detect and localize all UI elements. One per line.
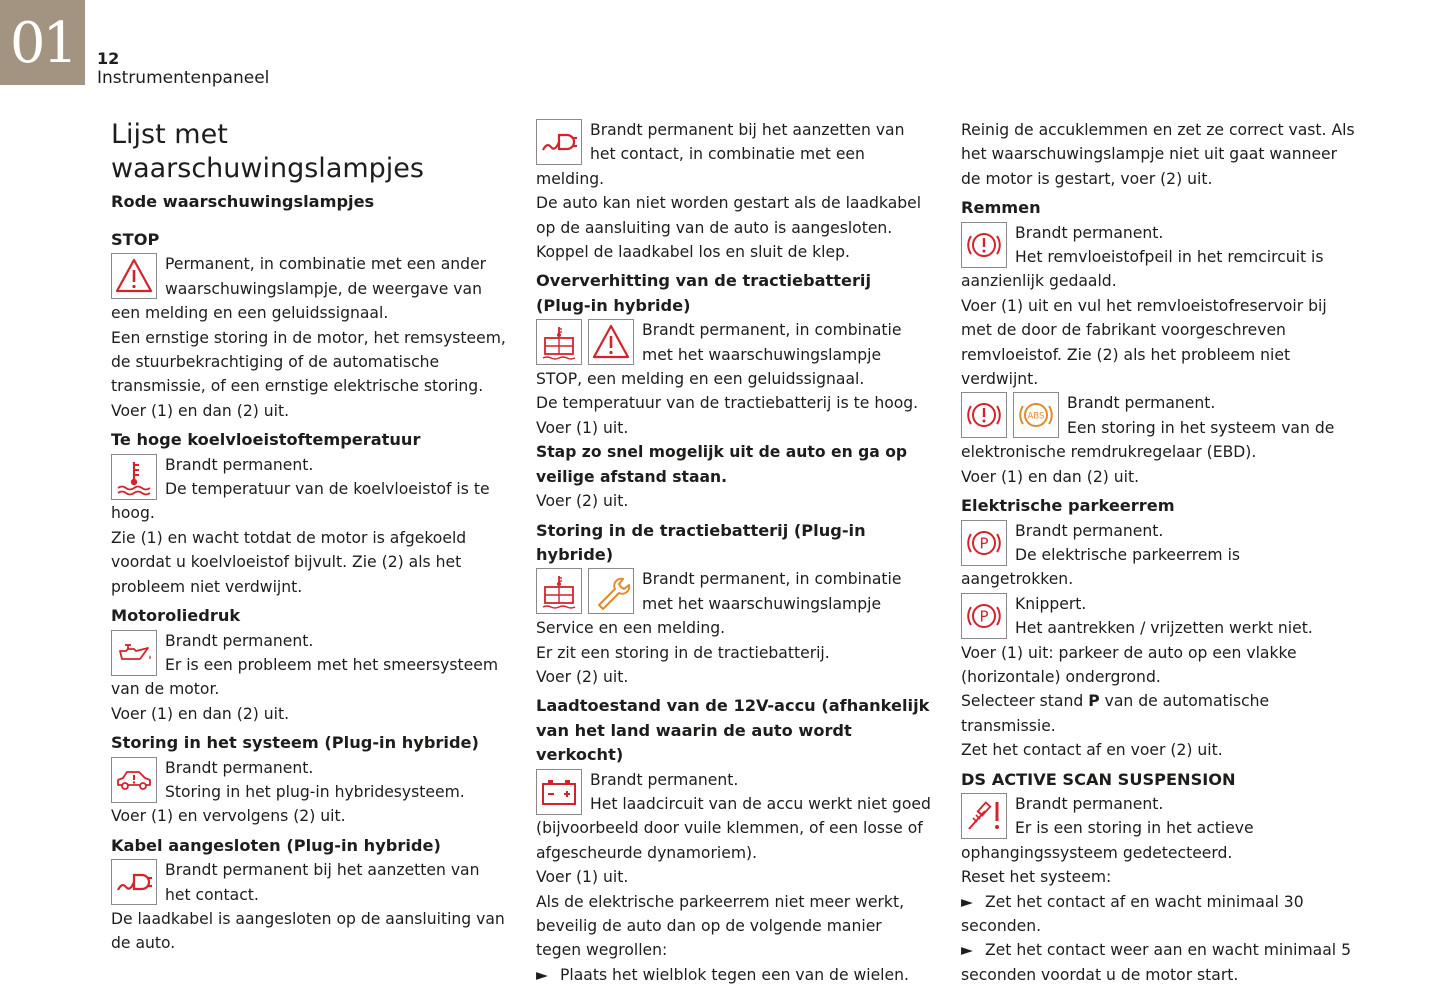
entry-cable [111, 834, 507, 956]
cable-text-2: De laadkabel is aangesloten op de aansluiting van de auto. [111, 909, 505, 953]
coolant-temperature-icon [111, 454, 157, 500]
brake-warning-icon [961, 222, 1007, 268]
svg-text:P: P [979, 534, 989, 552]
coolant-text-2: De temperatuur van de koelvloeistof is te hoog. [111, 480, 490, 523]
overheat-text-3: Voer (1) uit. [536, 418, 629, 437]
page-number: 12 [97, 49, 120, 68]
entry-stop [111, 228, 507, 423]
heading-suspension: DS ACTIVE SCAN SUSPENSION [961, 769, 1236, 789]
bullet-arrow-icon: ► [536, 965, 548, 984]
entry-suspension [961, 768, 1356, 987]
oil-text-1: Brandt permanent. [165, 631, 314, 650]
charging-plug-icon [536, 119, 582, 165]
suspension-text-1: Brandt permanent. [1015, 794, 1164, 813]
column-1 [111, 118, 507, 956]
parking-brake-icon [961, 520, 1007, 566]
stop-text-2: Een ernstige storing in de motor, het remsysteem, de stuurbekrachtiging of de automatische transmissie, of een ernstige elektrische storing. [111, 328, 506, 396]
battery-fault-text-1: Brandt permanent, in combinatie met het waarschuwingslampje Service en een melding. [536, 570, 902, 638]
battery-fault-text-2: Er zit een storing in de tractiebatterij. [536, 643, 830, 662]
parking-text-2: De elektrische parkeerrem is aangetrokken. [961, 545, 1241, 589]
accu-text-2: Het laadcircuit van de accu werkt niet goed (bijvoorbeeld door vuile klemmen, of een losse of afgescheurde dynamoriem). [536, 794, 931, 862]
parking-brake-icon [961, 593, 1007, 639]
accu-continued-text: Reinig de accuklemmen en zet ze correct vast. Als het waarschuwingslampje niet uit gaat wanneer de motor is gestart, voer (2) uit. [961, 121, 1355, 188]
suspension-bullet-1: ► Zet het contact af en wacht minimaal 30 seconden. [961, 890, 1356, 939]
traction-battery-temperature-icon [536, 568, 582, 614]
entry-coolant [111, 428, 507, 599]
traction-battery-temperature-icon [536, 319, 582, 365]
entry-oil [111, 604, 507, 726]
coolant-text-3: Zie (1) en wacht totdat de motor is afgekoeld voordat u koelvloeistof bijvult. Zie (2) als het probleem niet verdwijnt. [111, 528, 467, 596]
suspension-text-2: Er is een storing in het actieve ophangingssysteem gedetecteerd. [961, 819, 1254, 862]
entry-brakes [961, 196, 1356, 391]
brakes-text-1: Brandt permanent. [1015, 223, 1164, 242]
brakes-text-3: Voer (1) uit en vul het remvloeistofreservoir bij met de door de fabrikant voorgeschreven remvloeistof. Zie (2) als het probleem niet verdwijnt. [961, 296, 1327, 389]
svg-text:P: P [979, 607, 989, 626]
parking-text-7: Zet het contact af en voer (2) uit. [961, 741, 1223, 760]
heading-oil: Motoroliedruk [111, 606, 241, 626]
column-3 [961, 118, 1356, 987]
ebd-text-2: Een storing in het systeem van de elektronische remdrukregelaar (EBD). [961, 418, 1335, 462]
abs-icon [1013, 392, 1059, 438]
heading-cable: Kabel aangesloten (Plug-in hybride) [111, 835, 441, 855]
cable-text-1: Brandt permanent bij het aanzetten van het contact. [165, 861, 480, 904]
chapter-tab: 01 [0, 0, 85, 85]
overheat-text-2: De temperatuur van de tractiebatterij is te hoog. [536, 394, 919, 413]
stop-text-3: Voer (1) en dan (2) uit. [111, 401, 290, 420]
overheat-text-1: Brandt permanent, in combinatie met het waarschuwingslampje STOP, een melding en een geluidssignaal. [536, 321, 902, 389]
parking-text-6: Selecteer stand P van de automatische transmissie. [961, 692, 1270, 735]
heading-brakes: Remmen [961, 198, 1041, 218]
entry-hybrid-fault [111, 731, 507, 829]
ebd-text-1: Brandt permanent. [1067, 394, 1216, 413]
oil-text-2: Er is een probleem met het smeersysteem van de motor. [111, 655, 499, 699]
entry-ebd [961, 391, 1356, 489]
brakes-text-2: Het remvloeistofpeil in het remcircuit is aanzienlijk gedaald. [961, 248, 1324, 291]
charging-plug-icon [111, 859, 157, 905]
subtitle-red-lamps: Rode waarschuwingslampjes [111, 192, 375, 211]
accu-text-1: Brandt permanent. [590, 770, 739, 789]
svg-text:ABS: ABS [1027, 411, 1045, 422]
heading-hybrid-fault: Storing in het systeem (Plug-in hybride) [111, 733, 479, 753]
coolant-text-1: Brandt permanent. [165, 455, 314, 474]
parking-text-4: Het aantrekken / vrijzetten werkt niet. [1015, 619, 1313, 638]
warning-triangle-icon [588, 319, 634, 365]
parking-text-1: Brandt permanent. [1015, 521, 1164, 540]
overheat-text-5: Voer (2) uit. [536, 492, 629, 511]
cable-cont-text-3: Koppel de laadkabel los en sluit de klep. [536, 243, 850, 262]
column-2 [536, 118, 931, 987]
overheat-text-4: Stap zo snel mogelijk uit de auto en ga op veilige afstand staan. [536, 443, 908, 486]
entry-parking [961, 494, 1356, 592]
parking-text-5: Voer (1) uit: parkeer de auto op een vlakke (horizontale) ondergrond. [961, 643, 1297, 686]
page-title: Lijst met waarschuwingslampjes [111, 119, 424, 184]
suspension-bullet-2: ► Zet het contact weer aan en wacht minimaal 5 seconden voordat u de motor start. [961, 938, 1356, 987]
accu-bullet-1: ► Plaats het wielblok tegen een van de wielen. [536, 963, 931, 987]
wrench-icon [588, 568, 634, 614]
bullet-arrow-icon: ► [961, 892, 973, 911]
entry-accu [536, 694, 931, 987]
warning-triangle-icon [111, 253, 157, 299]
entry-battery-fault [536, 519, 931, 690]
heading-parking: Elektrische parkeerrem [961, 496, 1175, 516]
section-name: Instrumentenpaneel [97, 68, 270, 88]
hybrid-text-3: Voer (1) en vervolgens (2) uit. [111, 807, 346, 826]
entry-cable-continued [536, 118, 931, 264]
brake-warning-icon [961, 392, 1007, 438]
oil-can-icon [111, 630, 157, 676]
hybrid-text-2: Storing in het plug-in hybridesysteem. [165, 782, 465, 801]
cable-cont-text-1: Brandt permanent bij het aanzetten van het contact, in combinatie met een melding. [536, 121, 905, 188]
suspension-fault-icon [961, 793, 1007, 839]
suspension-text-3: Reset het systeem: [961, 868, 1112, 887]
accu-text-3: Voer (1) uit. [536, 868, 629, 887]
entry-overheat [536, 269, 931, 513]
stop-text-1: Permanent, in combinatie met een ander waarschuwingslampje, de weergave van een melding en een geluidssignaal. [111, 255, 487, 323]
entry-parking-blink [961, 592, 1356, 763]
heading-overheat: Oververhitting van de tractiebatterij (Plug-in hybride) [536, 271, 872, 315]
accu-text-4: Als de elektrische parkeerrem niet meer werkt, beveilig de auto dan op de volgende manier tegen wegrollen: [536, 892, 905, 960]
ebd-text-3: Voer (1) en dan (2) uit. [961, 467, 1140, 486]
oil-text-3: Voer (1) en dan (2) uit. [111, 704, 290, 723]
cable-cont-text-2: De auto kan niet worden gestart als de laadkabel op de aansluiting van de auto is aangesloten. [536, 194, 922, 237]
heading-accu: Laadtoestand van de 12V-accu (afhankelijk van het land waarin de auto wordt verkocht) [536, 696, 930, 765]
battery-icon [536, 769, 582, 815]
bullet-arrow-icon: ► [961, 941, 973, 960]
parking-text-3: Knippert. [1015, 594, 1087, 613]
car-fault-icon [111, 757, 157, 803]
heading-coolant: Te hoge koelvloeistoftemperatuur [111, 430, 421, 450]
heading-stop: STOP [111, 230, 160, 249]
battery-fault-text-3: Voer (2) uit. [536, 667, 629, 686]
hybrid-text-1: Brandt permanent. [165, 758, 314, 777]
heading-battery-fault: Storing in de tractiebatterij (Plug-in hybride) [536, 520, 866, 564]
